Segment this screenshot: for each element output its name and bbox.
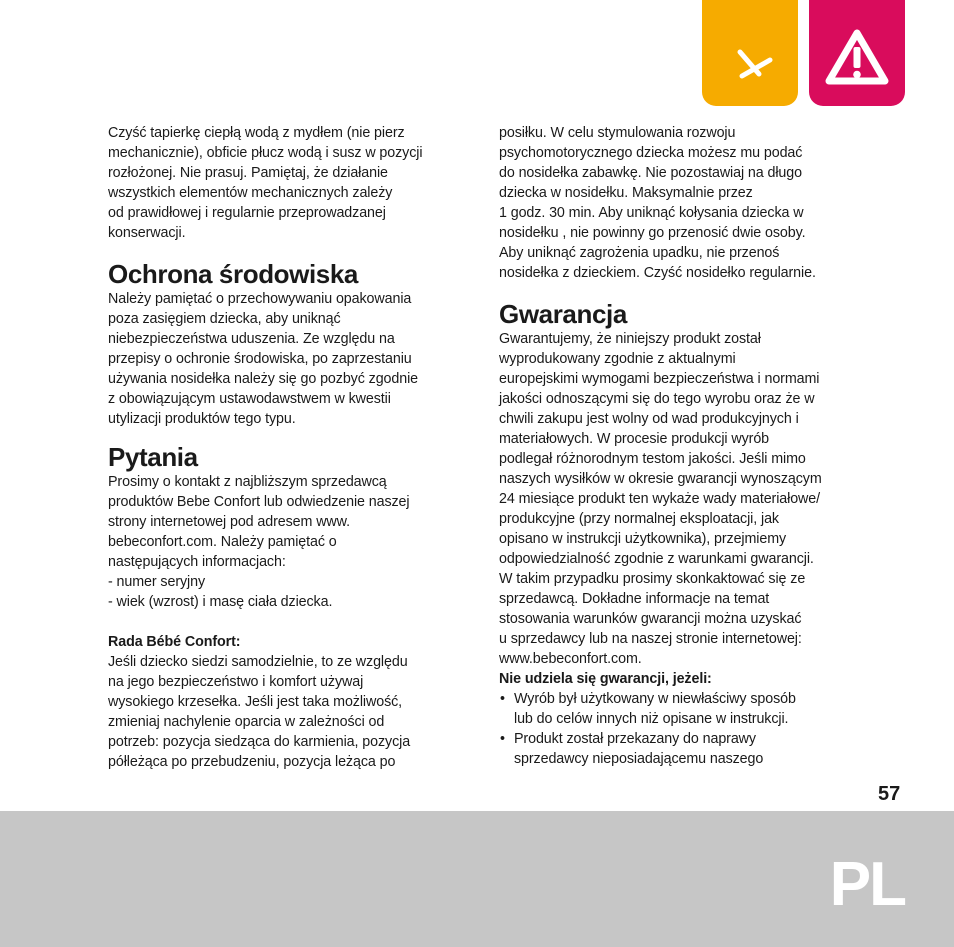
page-number: 57 bbox=[878, 783, 901, 805]
right-column bbox=[499, 123, 863, 769]
bullet-marker: • bbox=[500, 731, 505, 747]
language-code: PL bbox=[829, 850, 905, 919]
left-column bbox=[108, 123, 468, 772]
tools-tab bbox=[702, 0, 798, 106]
warning-triangle-icon bbox=[809, 0, 905, 106]
list-item bbox=[499, 729, 863, 769]
warranty-paragraph: Gwarantujemy, że niniejszy produkt został wyprodukowany zgodnie z aktualnymi europejskimi wymogami bezpieczeństwa i normami jakości odnoszącymi się do tego wyrobu oraz że w chwili zakupu jest wolny od wad produkcyjnych i materiałowych. W procesie produkcji wyrób podlegał różnorodnym testom jakości. Jeśli mimo naszych wysiłków w okresie gwarancji wynoszącym 24 miesiące produkt ten wykaże wady materiałowe/ produkcyjne (przy normalnej eksploatacji, jak opisano w instrukcji użytkownika), przejmiemy odpowiedzialność zgodnie z warunkami gwarancji. W takim przypadku prosimy skonkaktować się ze sprzedawcą. Dokładne informacje na temat stosowania warunków gwarancji można uzyskać u sprzedawcy lub na naszej stronie internetowej: www.bebeconfort.com. bbox=[499, 331, 822, 667]
bullet-marker: • bbox=[500, 691, 505, 707]
questions-heading: Pytania bbox=[108, 442, 198, 472]
questions-paragraph: Prosimy o kontakt z najbliższym sprzedawcą produktów Bebe Confort lub odwiedzenie naszej strony internetowej pod adresem www. bebeconfort.com. Należy pamiętać o następujących informacjach: - numer seryjny - wiek (wzrost) i masę ciała dziecka. bbox=[108, 474, 410, 610]
environment-heading: Ochrona środowiska bbox=[108, 259, 358, 289]
warning-tab bbox=[809, 0, 905, 106]
tools-icon bbox=[702, 0, 798, 106]
exclusions-list bbox=[499, 689, 863, 769]
advice-paragraph: Jeśli dziecko siedzi samodzielnie, to ze względu na jego bezpieczeństwo i komfort używaj wysokiego krzesełka. Jeśli jest taka możliwość, zmieniaj nachylenie oparcia w zależności od potrzeb: pozycja siedząca do karmienia, pozycja półleżąca po przebudzeniu, pozycja leżąca po bbox=[108, 654, 411, 770]
list-item bbox=[499, 689, 863, 729]
usage-continuation-paragraph: posiłku. W celu stymulowania rozwoju psychomotorycznego dziecka możesz mu podać do nosidełka zabawkę. Nie pozostawiaj na długo dziecka w nosidełku. Maksymalnie przez 1 godz. 30 min. Aby uniknąć kołysania dziecka w nosidełku , nie powinny go przenosić dwie osoby. Aby uniknąć zagrożenia upadku, nie przenoś nosidełka z dzieckiem. Czyść nosidełko regularnie. bbox=[499, 125, 816, 281]
footer-band bbox=[0, 811, 954, 947]
environment-paragraph: Należy pamiętać o przechowywaniu opakowania poza zasięgiem dziecka, aby uniknąć niebezpieczeństwa uduszenia. Ze względu na przepisy o ochronie środowiska, po zaprzestaniu używania nosidełka należy się go pozbyć zgodnie z obowiązującym ustawodawstwem w kwestii utylizacji produktów tego typu. bbox=[108, 291, 419, 427]
warranty-heading: Gwarancja bbox=[499, 299, 627, 329]
care-instructions-paragraph: Czyść tapierkę ciepłą wodą z mydłem (nie pierz mechanicznie), obficie płucz wodą i susz w pozycji rozłożonej. Nie prasuj. Pamiętaj, że działanie wszystkich elementów mechanicznych zależy od prawidłowej i regularnie przeprowadzanej konserwacji. bbox=[108, 125, 423, 241]
exclusions-heading: Nie udziela się gwarancji, jeżeli: bbox=[499, 671, 712, 687]
advice-heading: Rada Bébé Confort: bbox=[108, 634, 241, 650]
list-item-text: Wyrób był użytkowany w niewłaściwy sposób lub do celów innych niż opisane w instrukcji. bbox=[514, 691, 796, 727]
list-item-text: Produkt został przekazany do naprawy sprzedawcy nieposiadającemu naszego bbox=[514, 731, 764, 767]
